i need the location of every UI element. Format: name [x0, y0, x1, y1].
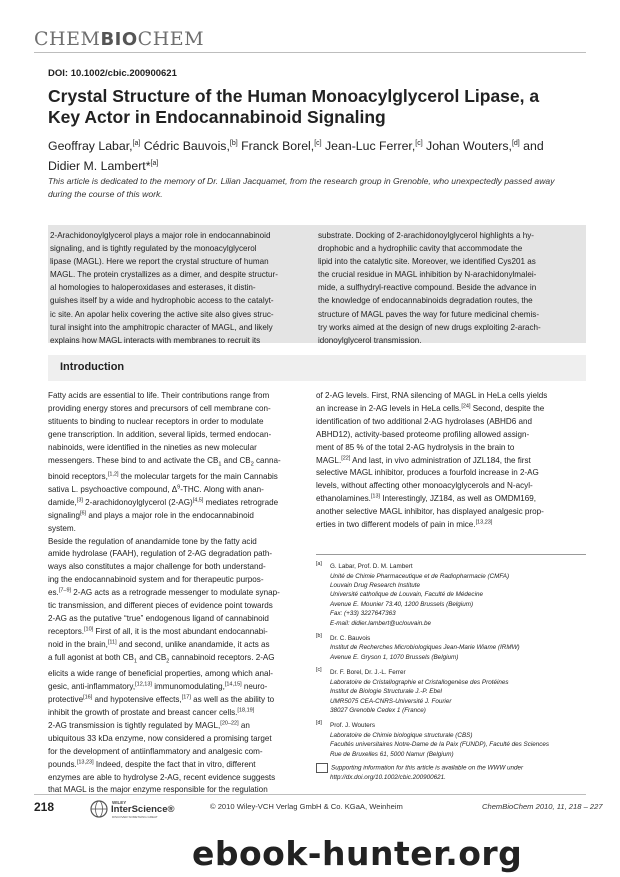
- text-line: ing the endocannabinoid system and for therapeutic purpos-: [48, 575, 264, 585]
- text-line: gene transcription. In addition, several lipids, termed endocan-: [48, 429, 272, 439]
- text-line: explains how MAGL interacts with membranes to recruit its: [50, 335, 261, 345]
- text-line: a full agonist at both $CB_1$ and $CB_2$ cannabinoid receptors. 2-AG: [48, 652, 275, 665]
- text-line: providing energy stores and precursors of cell membrane con-: [48, 403, 271, 413]
- text-line: 2-Arachidonoylglycerol plays a major role in endocannabinoid: [50, 231, 271, 240]
- text-line: nabinoids, were identified in the nineties as new molecular: [48, 442, 257, 452]
- text-line: guishes itself by a wide and hydrophobic access to the catalyt-: [50, 296, 274, 306]
- publisher-small: WILEY: [112, 800, 127, 805]
- affiliation-tag: [a]: [316, 561, 322, 567]
- si-line: Supporting information for this article is available on the WWW under: [331, 764, 524, 772]
- affiliation-line: UMR5075 CEA-CNRS-Université J. Fourier: [330, 697, 452, 705]
- text-line: ubiquitous 33 kDa enzyme, now considered a promising target: [48, 733, 272, 743]
- text-line: lipid into the catalytic site. Moreover, we identified Cys201 as: [318, 257, 536, 267]
- affiliation-line: Laboratoire de Chimie biologique structurale (CBS): [330, 731, 473, 739]
- text-line: Beside the regulation of anandamide tone by the fatty acid: [48, 536, 257, 546]
- text-line: levels, without affecting other monoacylglycerols and N-acyl-: [316, 481, 533, 491]
- text-line: substrate. Docking of 2-arachidonoylglycerol highlights a hy-: [318, 231, 534, 240]
- text-line: for the development of antiinflammatory and analgesic com-: [48, 746, 263, 756]
- text-line: structure of MAGL paves the way for future medicinal chemis-: [318, 309, 540, 319]
- abstract-box: [48, 225, 586, 343]
- affiliation: [316, 560, 586, 628]
- affiliation-line: Facultés universitaires Notre-Dame de la Paix (FUNDP), Faculté des Sciences: [330, 741, 550, 749]
- affiliation-line: Rue de Bruxelles 61, 5000 Namur (Belgium): [330, 750, 454, 758]
- doi[interactable]: DOI: 10.1002/cbic.200900621: [48, 68, 177, 79]
- authors-line: Didier M. Lambert*[a]: [48, 159, 159, 174]
- section-heading: Introduction: [60, 361, 125, 373]
- watermark: ebook-hunter.org: [192, 834, 523, 873]
- affiliation-tag: [c]: [316, 667, 322, 674]
- text-line: that MAGL is the major enzyme responsible for the regulation: [48, 785, 268, 795]
- affiliation: [316, 666, 586, 715]
- text-line: mide, a sulfhydryl-reactive compound. Beside the advance in: [318, 283, 537, 293]
- text-line: the crucial residue in MAGL inhibition by N-arachidonylmalei-: [318, 270, 537, 280]
- affiliation: [316, 719, 586, 759]
- affiliations-box: [316, 554, 586, 782]
- text-line: an increase in 2-AG levels in HeLa cells.[24] Second, despite the: [316, 403, 545, 413]
- text-line: system.: [48, 523, 76, 533]
- affiliation-line[interactable]: E-mail: didier.lambert@uclouvain.be: [330, 619, 432, 627]
- affiliation-line: Louvain Drug Research Institute: [330, 581, 420, 589]
- copyright: © 2010 Wiley-VCH Verlag GmbH & Co. KGaA, Weinheim: [210, 802, 403, 811]
- text-line: inhibit the growth of prostate and breast cancer cells.[18,19]: [48, 707, 255, 717]
- affiliation-line: Laboratoire de Cristallographie et Cristallogenèse des Protéines: [330, 678, 509, 686]
- affiliation-line: 38027 Grenoble Cedex 1 (France): [330, 706, 426, 714]
- text-line: 2-AG as the putative “true” endogenous ligand of cannabinoid: [48, 614, 269, 624]
- affiliation-line: Dr. F. Borel, Dr. J.-L. Ferrer: [330, 669, 406, 677]
- text-line: lipase (MAGL). Here we report the crystal structure of human: [50, 257, 269, 267]
- text-line: of 2-AG levels. First, RNA silencing of MAGL in HeLa cells yields: [316, 391, 548, 400]
- monitor-icon: [316, 763, 328, 773]
- text-line: signaling[6] and plays a major role in the endocannabinoid: [48, 510, 254, 520]
- affiliation-line: Prof. J. Wouters: [330, 722, 376, 730]
- publisher-logo: [90, 797, 182, 821]
- publisher-name: InterScience®: [111, 804, 175, 815]
- article-title: [48, 86, 588, 128]
- text-line: identification of two additional 2-AG hydrolases (ABHD6 and: [316, 416, 532, 426]
- affiliation-line: Avenue E. Gryson 1, 1070 Brussels (Belgium): [330, 653, 459, 661]
- affiliation-line: Unité de Chimie Pharmaceutique et de Radiopharmacie (CMFA): [330, 572, 510, 580]
- affiliation-line: Dr. C. Bauvois: [330, 635, 371, 643]
- abstract-left-column: [48, 229, 310, 347]
- text-line: erties in two different models of pain in mice.[13,23]: [316, 519, 493, 530]
- text-line: sativa L. psychoactive compound, $\Delta^9$-THC. Along with anan-: [48, 484, 264, 494]
- body-left-column: [48, 390, 306, 797]
- text-line: enzymes are able to hydrolyse 2-AG, recent evidence suggests: [48, 772, 276, 782]
- text-line: 2-AG transmission is tightly regulated by MAGL,[20–22] an: [48, 720, 250, 730]
- authors-line: Geoffray Labar,[a] Cédric Bauvois,[b] Franck Borel,[c] Jean-Luc Ferrer,[c] Johan Wouters,[d] and: [48, 139, 544, 154]
- text-line: binoid receptors,[1,2] the molecular targets for the main Cannabis: [48, 471, 278, 482]
- text-line: messengers. These bind to and activate the $CB_1$ and $CB_2$ canna-: [48, 455, 281, 468]
- affiliations: [316, 560, 586, 783]
- title-line: Crystal Structure of the Human Monoacylglycerol Lipase, a: [48, 86, 540, 106]
- dedication-line: This article is dedicated to the memory of Dr. Lilian Jacquamet, from the research group in Grenoble, who unexpectedly passed away: [48, 176, 555, 186]
- text-line: tic transmission, and different pieces of evidence point towards: [48, 601, 273, 611]
- body-right-column: [316, 390, 586, 532]
- header-divider: [34, 52, 586, 53]
- text-line: pounds.[13,23] Indeed, despite the fact that in vitro, different: [48, 758, 256, 769]
- text-line: ethanolamines.[13] Interestingly, JZ184, as well as OMDM169,: [316, 493, 537, 504]
- footer-divider: [34, 794, 586, 795]
- journal-name: CHEMBIOCHEM: [34, 28, 205, 50]
- affiliation-line: G. Labar, Prof. D. M. Lambert: [330, 563, 413, 571]
- text-line: amide hydrolase (FAAH), regulation of 2-AG degradation path-: [48, 549, 273, 559]
- text-line: elicits a wide range of beneficial properties, among which anal-: [48, 669, 273, 679]
- text-line: es.[7–9] 2-AG acts as a retrograde messenger to modulate synap-: [48, 587, 280, 598]
- text-line: ways also constitutes a major challenge for both understand-: [48, 562, 266, 572]
- citation: ChemBioChem 2010, 11, 218 – 227: [482, 802, 603, 811]
- author-list: [48, 135, 588, 175]
- text-line: another selective MAGL inhibitor, has displayed analgesic prop-: [316, 507, 544, 517]
- text-line: stituents to binding to nuclear receptors in order to modulate: [48, 416, 264, 426]
- text-line: noid in the brain,[11] and second, unlike anandamide, it acts as: [48, 639, 270, 649]
- si-link[interactable]: http://dx.doi.org/10.1002/cbic.200900621.: [330, 774, 446, 782]
- affiliation: [316, 632, 586, 662]
- text-line: gesic, anti-inflammatory,[12,13] immunomodulating,[14,15] neuro-: [48, 681, 268, 692]
- title-line: Key Actor in Endocannabinoid Signaling: [48, 107, 386, 127]
- publisher-tagline: DISCOVER SOMETHING GREAT: [112, 815, 158, 819]
- dedication: [48, 175, 588, 200]
- supporting-information: [316, 763, 586, 782]
- text-line: MAGL. The protein crystallizes as a dimer, and despite structur-: [50, 270, 278, 280]
- dedication-line: during the course of this work.: [48, 188, 163, 199]
- text-line: idonoylglycerol transmission.: [318, 335, 422, 345]
- text-line: ic site. An apolar helix covering the active site also gives struc-: [50, 309, 274, 319]
- affiliation-line: Institut de Biologie Structurale J.-P. Ebel: [330, 688, 442, 696]
- affiliation-tag: [d]: [316, 720, 322, 727]
- abstract-right-column: [318, 229, 584, 347]
- page-number: 218: [34, 800, 55, 814]
- section-heading-bar: [48, 355, 586, 381]
- text-line: al homologies to haloperoxidases and esterases, it distin-: [50, 283, 256, 293]
- affiliation-line: Université catholique de Louvain, Faculté de Médecine: [330, 591, 483, 599]
- text-line: protective[16] and hypotensive effects,[17] as well as the ability to: [48, 694, 275, 705]
- text-line: receptors.[10] First of all, it is the most abundant endocannabi-: [48, 626, 268, 636]
- text-line: signaling, and is tightly regulated by the monoacylglycerol: [50, 244, 257, 254]
- text-line: Fatty acids are essential to life. Their contributions range from: [48, 391, 270, 400]
- text-line: selective MAGL inhibitor, produces a fourfold increase in 2-AG: [316, 468, 539, 478]
- text-line: the knowledge of endocannabinoids degradation routes, the: [318, 296, 533, 306]
- text-line: tural insight into the amphitropic character of MAGL, and likely: [50, 322, 273, 332]
- text-line: ment of 85 % of the total 2-AG hydrolysis in the brain to: [316, 442, 515, 452]
- text-line: ABHD12), activity-based proteome profiling allowed assign-: [316, 429, 530, 439]
- text-line: MAGL.[22] And last, in vivo administration of JZL184, the first: [316, 454, 531, 465]
- affiliation-line: Fax: (+33) 3227647363: [330, 610, 396, 618]
- affiliation-line: Institut de Recherches Microbiologiques Jean-Marie Wiame (IRMW): [330, 644, 520, 652]
- text-line: drophobic and a hydrophilic cavity that accommodate the: [318, 244, 523, 254]
- text-line: damide,[3] 2-arachidonoylglycerol (2-AG)[4,5] mediates retrograde: [48, 497, 279, 507]
- text-line: try works aimed at the design of new drugs exploiting 2-arach-: [318, 322, 541, 332]
- affiliation-tag: [b]: [316, 632, 322, 639]
- affiliation-line: Avenue E. Mounier 73.40, 1200 Brussels (Belgium): [330, 600, 474, 608]
